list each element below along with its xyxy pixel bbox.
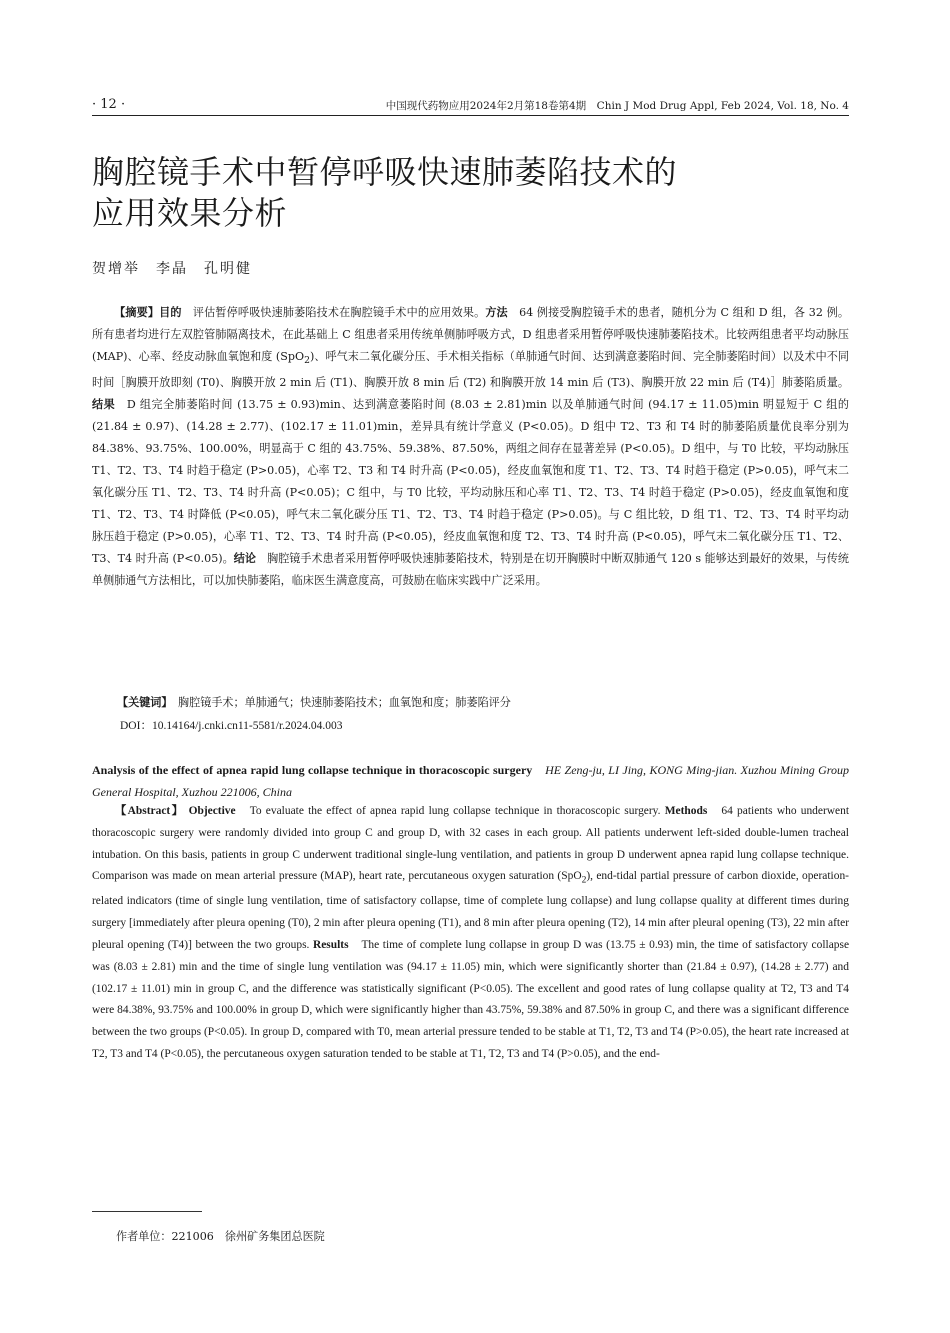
- running-header: [92, 97, 849, 116]
- chinese-abstract: [92, 302, 849, 592]
- keywords-text: 胸腔镜手术；单肺通气；快速肺萎陷技术；血氧饱和度；肺萎陷评分: [178, 696, 511, 709]
- author-affiliation-footnote: 作者单位：221006 徐州矿务集团总医院: [116, 1230, 325, 1243]
- en-methods-label: Methods: [664, 805, 708, 817]
- objective-text: 评估暂停呼吸快速肺萎陷技术在胸腔镜手术中的应用效果。: [192, 306, 486, 319]
- conclusion-text: 胸腔镜手术患者采用暂停呼吸快速肺萎陷技术，特别是在切开胸膜时中断双肺通气 120 s 能够达到最好的效果，与传统单侧肺通气方法相比，可以加快肺萎陷，临床医生满意度高，可鼓励在临床实践中广泛采用。: [92, 552, 849, 588]
- keywords: [117, 693, 849, 713]
- results-label: 结果: [92, 398, 116, 412]
- en-methods-subscript: 2: [581, 874, 587, 886]
- footnote-divider: [92, 1211, 202, 1212]
- english-title: Analysis of the effect of apnea rapid lung collapse technique in thoracoscopic surgery: [92, 763, 533, 777]
- journal-citation: 中国现代药物应用2024年2月第18卷第4期 Chin J Mod Drug Appl, Feb 2024, Vol. 18, No. 4: [385, 100, 849, 112]
- methods-subscript: 2: [304, 355, 310, 367]
- english-authors-affiliation: HE Zeng-ju, LI Jing, KONG Ming-jian. Xuzhou Mining Group General Hospital, Xuzhou 221006, China: [92, 763, 849, 799]
- en-results-text: The time of complete lung collapse in group D was (13.75 ± 0.93) min, the time of satisfactory collapse was (8.03 ± 2.81) min and the time of single lung ventilation was (94.17 ± 11.05) min, which were significantly shorter than (21.84 ± 0.97), (14.28 ± 2.77) and (102.17 ± 11.01) min in group C, and the difference was statistically significant (P<0.05). The excellent and good rates of lung collapse quality at T2, T3 and T4 were 84.38%, 93.75% and 100.00% in group D, which were significantly higher than 43.75%, 59.38% and 87.50% in group C, and there was a significant difference between the two groups (P<0.05). In group D, compared with T0, mean arterial pressure tended to be stable at T1, T2, T3 and T4 (P>0.05), the heart rate increased at T2, T3 and T4 (P<0.05), the percutaneous oxygen saturation tended to be stable at T1, T2, T3 and T4 (P>0.05), and the end-: [92, 939, 850, 1061]
- en-methods-text-cont: ), end-tidal partial pressure of carbon dioxide, operation-related indicators (time of single lung ventilation, time of satisfactory collapse, time of complete lung collapse) and lung collapse quality at different times during surgery [immediately after pleura opening (T0), 2 min after pleura opening (T1), and 8 min after pleura opening (T2), 14 min after pleural opening (T3), 22 min after pleural opening (T4)] between the two groups.: [92, 870, 849, 952]
- article-title-line2: 应用效果分析: [92, 194, 288, 232]
- keywords-label: 【关键词】: [117, 696, 167, 709]
- doi-line: DOI：10.14164/j.cnki.cn11-5581/r.2024.04.003: [120, 720, 343, 732]
- en-abstract-label: 【Abstract】: [114, 805, 185, 817]
- page-number: · 12 ·: [92, 97, 126, 112]
- results-text: D 组完全肺萎陷时间 (13.75 ± 0.93)min、达到满意萎陷时间 (8.03 ± 2.81)min 以及单肺通气时间 (94.17 ± 11.05)min 明显短于 C 组的 (21.84 ± 0.97)、(14.28 ± 2.77)、(102.17 ± 11.01)min，差异具有统计学意义 (P<0.05)。D 组中 T2、T3 和 T4 时的肺萎陷质量优良率分别为 84.38%、93.75%、100.00%，明显高于 C 组的 43.75%、59.38%、87.50%，两组之间存在显著差异 (P<0.05)。D 组中，与 T0 比较，平均动脉压 T1、T2、T3、T4 时趋于稳定 (P>0.05)，心率 T2、T3 和 T4 时升高 (P<0.05)，经皮血氧饱和度 T1、T2、T3、T4 时趋于稳定 (P>0.05)，呼气末二氧化碳分压 T1、T2、T3、T4 时升高 (P<0.05)；C 组中，与 T0 比较，平均动脉压和心率 T1、T2、T3、T4 时趋于稳定 (P>0.05)，经皮血氧饱和度 T1、T2、T3、T4 时降低 (P<0.05)，呼气末二氧化碳分压 T1、T2、T3、T4 时趋于稳定 (P>0.05)。与 C 组比较，D 组 T1、T2、T3、T4 时平均动脉压趋于稳定 (P>0.05)，心率 T1、T2、T3、T4 时升高 (P<0.05)，经皮血氧饱和度 T2、T3、T4 时升高 (P<0.05)，呼气末二氧化碳分压 T1、T2、T3、T4 时升高 (P<0.05)。: [92, 398, 849, 566]
- author-list: 贺增举 李晶 孔明健: [92, 261, 252, 277]
- methods-label: 方法: [485, 306, 508, 319]
- abstract-label: 【摘要】: [114, 306, 160, 319]
- en-objective-text: To evaluate the effect of apnea rapid lung collapse technique in thoracoscopic surgery.: [249, 805, 661, 817]
- en-objective-label: Objective: [188, 805, 236, 817]
- methods-text-cont: )、呼气末二氧化碳分压、手术相关指标（单肺通气时间、达到满意萎陷时间、完全肺萎陷时间）以及术中不同时间［胸膜开放即刻 (T0)、胸膜开放 2 min 后 (T1)、胸膜开放 8 min 后 (T2) 和胸膜开放 14 min 后 (T3)、胸膜开放 22 min 后 (T4)］肺萎陷质量。: [92, 350, 849, 390]
- en-methods-text: 64 patients who underwent thoracoscopic surgery were randomly divided into group C and group D, with 32 cases in each group. All patients underwent left-sided double-lumen tracheal intubation. On this basis, patients in group C underwent traditional single-lung ventilation, and patients in group D underwent apnea rapid lung collapse technique. Comparison was made on mean arterial pressure (MAP), heart rate, percutaneous oxygen saturation (SpO: [92, 805, 850, 883]
- english-title-block: [92, 759, 849, 803]
- article-title-line1: 胸腔镜手术中暂停呼吸快速肺萎陷技术的: [92, 153, 678, 191]
- english-abstract: [92, 801, 849, 1066]
- methods-text: 64 例接受胸腔镜手术的患者，随机分为 C 组和 D 组，各 32 例。所有患者均进行左双腔管肺隔离技术，在此基础上 C 组患者采用传统单侧肺呼吸方式，D 组患者采用暂停呼吸快速肺萎陷技术。比较两组患者平均动脉压 (MAP)、心率、经皮动脉血氧饱和度 (SpO: [92, 306, 849, 363]
- objective-label: 目的: [159, 306, 182, 319]
- en-results-label: Results: [312, 939, 349, 952]
- article-title: [92, 152, 792, 234]
- conclusion-label: 结论: [233, 552, 256, 566]
